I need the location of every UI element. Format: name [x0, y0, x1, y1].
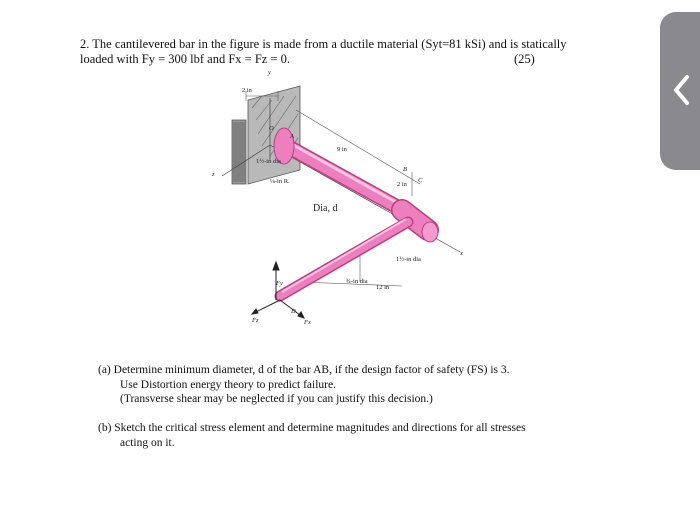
label-point-c: C — [418, 177, 423, 184]
part-a-line-3: (Transverse shear may be neglected if you can justify this decision.) — [120, 393, 433, 405]
label-axis-y: y — [268, 69, 271, 76]
part-b — [98, 421, 618, 450]
label-radius: ⅛-in R. — [270, 178, 290, 185]
label-fy: Fy — [276, 280, 283, 287]
problem-statement-line-2: loaded with Fy = 300 lbf and Fx = Fz = 0. — [80, 52, 291, 66]
part-b-line-2: acting on it. — [120, 436, 175, 449]
label-point-a: A — [290, 133, 294, 140]
label-dia-left: 1½-in dia — [256, 158, 281, 165]
label-2in-right: 2 in — [397, 181, 407, 188]
label-9in: 9 in — [337, 146, 347, 153]
label-point-o: O — [269, 125, 274, 132]
label-axis-z: z — [212, 171, 215, 178]
part-b-line-1: (b) Sketch the critical stress element and determine magnitudes and directions for all stresses — [98, 422, 526, 434]
label-point-b: B — [403, 166, 407, 173]
back-tab[interactable] — [660, 12, 700, 170]
label-fx: Fx — [304, 319, 311, 326]
part-a-line-1: (a) Determine minimum diameter, d of the bar AB, if the design factor of safety (FS) is 3. — [98, 364, 510, 376]
label-dia-bottom: ¾-in dia — [346, 278, 368, 285]
label-point-d: D — [291, 308, 296, 315]
part-a — [98, 363, 618, 407]
label-axis-x: x — [460, 250, 463, 257]
label-12in: 12 in — [376, 284, 390, 291]
part-a-line-2: Use Distortion energy theory to predict failure. — [120, 378, 336, 391]
chevron-left-icon — [672, 74, 692, 106]
label-fz: Fz — [252, 317, 259, 324]
problem-statement-line-1: 2. The cantilevered bar in the figure is made from a ductile material (Syt=81 kSi) and is statically — [80, 37, 567, 51]
label-dia-right: 1½-in dia — [396, 256, 421, 263]
points-value: (25) — [514, 52, 535, 66]
label-2in-top: 2 in — [242, 87, 252, 94]
label-dia-d: Dia, d — [313, 203, 338, 214]
